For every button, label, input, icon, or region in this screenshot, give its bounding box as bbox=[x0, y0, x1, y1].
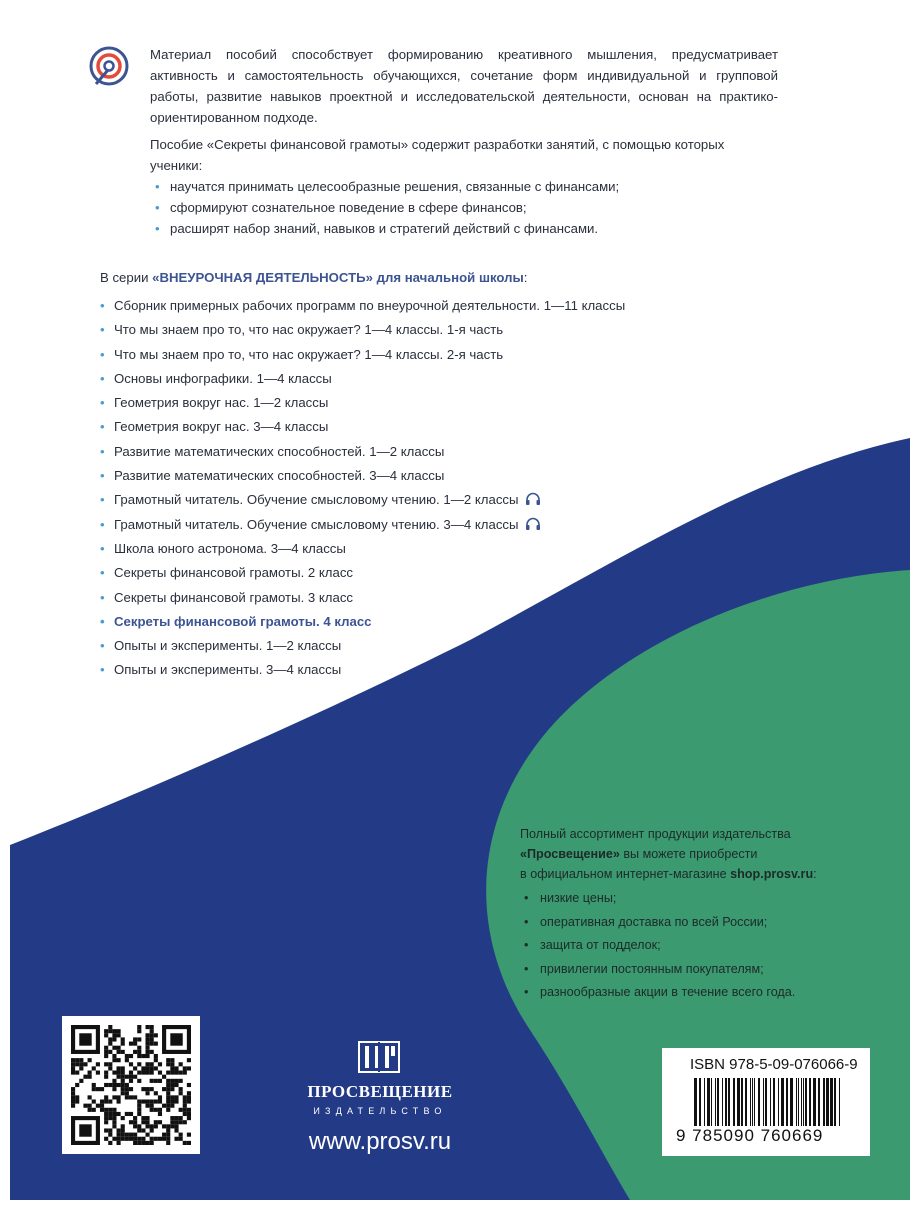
series-item: • Опыты и эксперименты. 1—2 классы bbox=[100, 636, 660, 660]
series-items bbox=[100, 296, 660, 685]
series-logo-icon bbox=[88, 44, 130, 92]
series-item: • Грамотный читатель. Обучение смысловому чтению. 3—4 классы bbox=[100, 515, 660, 539]
isbn-label: ISBN 978-5-09-076066-9 bbox=[690, 1056, 858, 1073]
series-item: • Секреты финансовой грамоты. 4 класс bbox=[100, 612, 660, 636]
intro-paragraph-1: Материал пособий способствует формированию креативного мышления, предусматривает активность и самостоятельность обучающихся, сочетание форм индивидуальной и групповой работы, развитие навыков проектной и исследовательской деятельности, основан на практико-ориентированном подходе. bbox=[150, 47, 778, 125]
shop-bullet: • привилегии постоянным покупателям; bbox=[520, 959, 910, 983]
shop-site-link[interactable]: shop.prosv.ru bbox=[730, 867, 814, 881]
shop-line-3: в официальном интернет-магазине shop.prosv.ru: bbox=[520, 867, 817, 881]
series-item: • Сборник примерных рабочих программ по внеурочной деятельности. 1—11 классы bbox=[100, 296, 660, 320]
series-heading bbox=[100, 268, 660, 288]
qr-code-graphic bbox=[71, 1025, 191, 1145]
intro-paragraph-2: Пособие «Секреты финансовой грамоты» содержит разработки занятий, с помощью которых ученики: bbox=[150, 137, 725, 173]
shop-line-1: Полный ассортимент продукции издательства bbox=[520, 827, 791, 841]
qr-code-icon[interactable] bbox=[62, 1016, 200, 1154]
series-prefix: В серии bbox=[100, 270, 153, 285]
publisher-url[interactable]: www.prosv.ru bbox=[308, 1128, 452, 1155]
shop-line-2: «Просвещение» вы можете приобрести bbox=[520, 847, 758, 861]
intro-text bbox=[150, 44, 778, 239]
headphones-icon bbox=[525, 517, 541, 531]
publisher-name: ПРОСВЕЩЕНИЕ bbox=[307, 1082, 453, 1101]
barcode-graphic bbox=[692, 1078, 842, 1126]
intro-bullets bbox=[150, 176, 778, 239]
publisher-subtitle: ИЗДАТЕЛЬСТВО bbox=[313, 1106, 447, 1116]
series-item: • Основы инфографики. 1—4 классы bbox=[100, 369, 660, 393]
barcode-digits: 9 785090 760669 bbox=[676, 1126, 824, 1145]
headphones-icon bbox=[525, 492, 541, 506]
series-item: • Секреты финансовой грамоты. 2 класс bbox=[100, 563, 660, 587]
series-item: • Что мы знаем про то, что нас окружает? 1—4 классы. 1-я часть bbox=[100, 320, 660, 344]
series-item: • Развитие математических способностей. 1—2 классы bbox=[100, 442, 660, 466]
series-item: • Геометрия вокруг нас. 1—2 классы bbox=[100, 393, 660, 417]
shop-bullet: • разнообразные акции в течение всего года. bbox=[520, 982, 910, 1006]
isbn-barcode-box bbox=[662, 1048, 870, 1156]
intro-bullet: • научатся принимать целесообразные решения, связанные с финансами; bbox=[150, 176, 778, 197]
series-item: • Школа юного астронома. 3—4 классы bbox=[100, 539, 660, 563]
series-item: • Секреты финансовой грамоты. 3 класс bbox=[100, 588, 660, 612]
series-item: • Что мы знаем про то, что нас окружает? 1—4 классы. 2-я часть bbox=[100, 345, 660, 369]
shop-info bbox=[520, 824, 910, 1006]
shop-bullet: • оперативная доставка по всей России; bbox=[520, 912, 910, 936]
intro-bullet: • сформируют сознательное поведение в сфере финансов; bbox=[150, 197, 778, 218]
series-suffix: : bbox=[523, 270, 528, 285]
series-item: • Развитие математических способностей. 3—4 классы bbox=[100, 466, 660, 490]
shop-brand: «Просвещение» bbox=[520, 847, 620, 861]
shop-bullets bbox=[520, 888, 910, 1006]
series-item: • Опыты и эксперименты. 3—4 классы bbox=[100, 660, 660, 684]
series-item: • Геометрия вокруг нас. 3—4 классы bbox=[100, 417, 660, 441]
shop-bullet: • низкие цены; bbox=[520, 888, 910, 912]
series-name: «ВНЕУРОЧНАЯ ДЕЯТЕЛЬНОСТЬ» для начальной школы bbox=[152, 270, 524, 285]
shop-bullet: • защита от подделок; bbox=[520, 935, 910, 959]
series-item: • Грамотный читатель. Обучение смысловому чтению. 1—2 классы bbox=[100, 490, 660, 514]
book-logo-icon bbox=[355, 1038, 403, 1076]
intro-bullet: • расширят набор знаний, навыков и стратегий действий с финансами. bbox=[150, 218, 778, 239]
series-list bbox=[100, 268, 660, 685]
